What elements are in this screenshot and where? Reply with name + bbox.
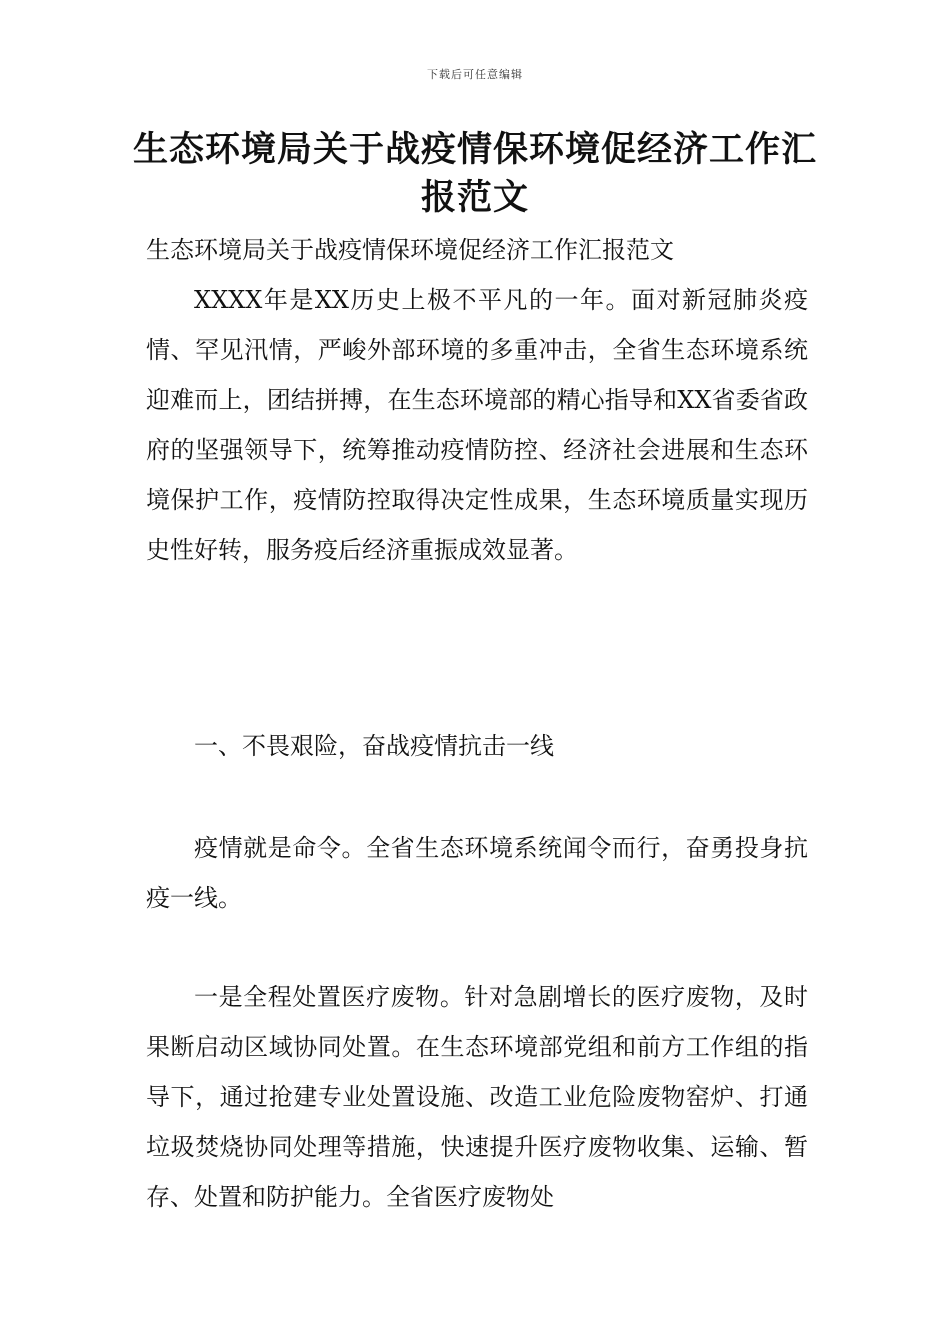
paragraph-command: 疫情就是命令。全省生态环境系统闻令而行，奋勇投身抗疫一线。 [146, 834, 808, 912]
section-heading-1: 一、不畏艰险，奋战疫情抗击一线 [194, 732, 554, 760]
document-subtitle: 生态环境局关于战疫情保环境促经济工作汇报范文 [146, 236, 674, 264]
header-note: 下载后可任意编辑 [427, 68, 523, 81]
paragraph-point-1: 一是全程处置医疗废物。针对急剧增长的医疗废物，及时果断启动区域协同处置。在生态环境部党组和前方工作组的指导下，通过抢建专业处置设施、改造工业危险废物窑炉、打通垃圾焚烧协同处理等措施，快速提升医疗废物收集、运输、暂存、处置和防护能力。全省医疗废物处 [146, 983, 808, 1211]
document-title: 生态环境局关于战疫情保环境促经济工作汇报范文 [132, 130, 817, 218]
paragraph-intro: XXXX年是XX历史上极不平凡的一年。面对新冠肺炎疫情、罕见汛情，严峻外部环境的多重冲击，全省生态环境系统迎难而上，团结拼搏，在生态环境部的精心指导和XX省委省政府的坚强领导下，统筹推动疫情防控、经济社会进展和生态环境保护工作，疫情防控取得决定性成果，生态环境质量实现历史性好转，服务疫后经济重振成效显著。 [146, 286, 808, 564]
